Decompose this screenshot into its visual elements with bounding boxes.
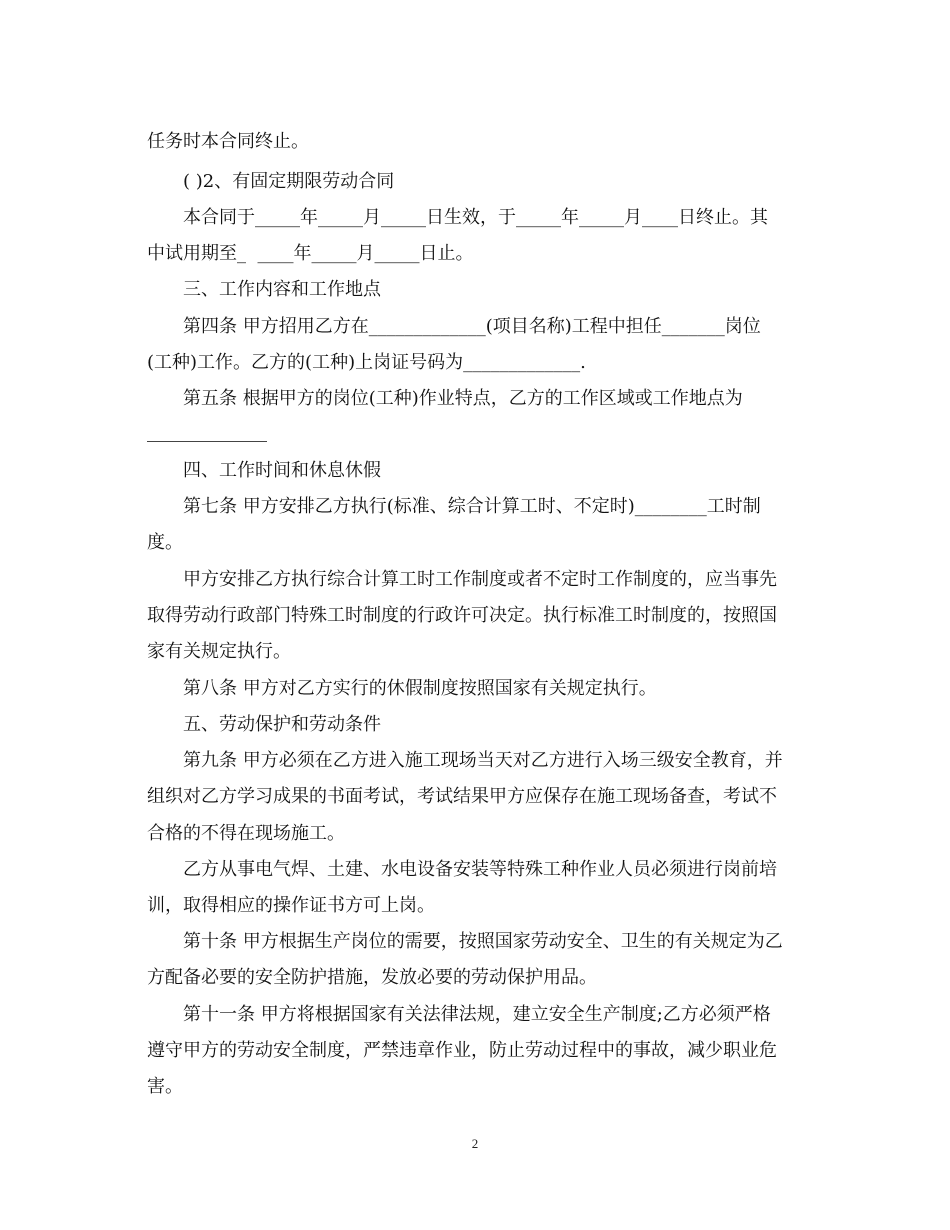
blank-underline bbox=[147, 441, 267, 442]
section-heading: 五、劳动保护和劳动条件 bbox=[183, 714, 381, 735]
text-line: 害。 bbox=[147, 1076, 183, 1097]
text-line: 方配备必要的安全防护措施，发放必要的劳动保护用品。 bbox=[147, 967, 597, 988]
text-line: 遵守甲方的劳动安全制度，严禁违章作业，防止劳动过程中的事故，减少职业危 bbox=[147, 1040, 777, 1061]
section-heading: 四、工作时间和休息休假 bbox=[183, 460, 381, 481]
text-line: 度。 bbox=[147, 532, 183, 553]
text-line: 合格的不得在现场施工。 bbox=[147, 823, 345, 844]
text-line: 家有关规定执行。 bbox=[147, 641, 291, 662]
text-line: 第十一条 甲方将根据国家有关法律法规，建立安全生产制度;乙方必须严格 bbox=[183, 1004, 771, 1025]
section-heading: 三、工作内容和工作地点 bbox=[183, 279, 381, 300]
text-line: 甲方安排乙方执行综合计算工时工作制度或者不定时工作制度的，应当事先 bbox=[183, 569, 777, 590]
text-line: 第八条 甲方对乙方实行的休假制度按照国家有关规定执行。 bbox=[183, 678, 657, 699]
text-line: 第四条 甲方招用乙方在_____________(项目名称)工程中担任_______岗位 bbox=[183, 316, 761, 337]
text-line: 乙方从事电气焊、土建、水电设备安装等特殊工种作业人员必须进行岗前培 bbox=[183, 859, 777, 880]
text-line: 第五条 根据甲方的岗位(工种)作业特点，乙方的工作区域或工作地点为 bbox=[183, 388, 743, 409]
text-line: 中试用期至_ ____年_____月_____日止。 bbox=[147, 243, 474, 264]
text-line: 本合同于_____年_____月_____日生效，于_____年_____月____日终止。其 bbox=[183, 207, 768, 228]
text-line: 第九条 甲方必须在乙方进入施工现场当天对乙方进行入场三级安全教育，并 bbox=[183, 750, 783, 771]
text-line: ( )2、有固定期限劳动合同 bbox=[183, 171, 395, 192]
text-line: 训，取得相应的操作证书方可上岗。 bbox=[147, 895, 435, 916]
text-line: 任务时本合同终止。 bbox=[147, 131, 309, 152]
page-number: 2 bbox=[471, 1136, 479, 1151]
text-line: (工种)工作。乙方的(工种)上岗证号码为_____________. bbox=[147, 352, 586, 373]
text-line: 第十条 甲方根据生产岗位的需要，按照国家劳动安全、卫生的有关规定为乙 bbox=[183, 931, 783, 952]
text-line: 组织对乙方学习成果的书面考试，考试结果甲方应保存在施工现场备查，考试不 bbox=[147, 786, 777, 807]
text-line: 取得劳动行政部门特殊工时制度的行政许可决定。执行标准工时制度的，按照国 bbox=[147, 605, 777, 626]
text-line: 第七条 甲方安排乙方执行(标准、综合计算工时、不定时)________工时制 bbox=[183, 496, 761, 517]
